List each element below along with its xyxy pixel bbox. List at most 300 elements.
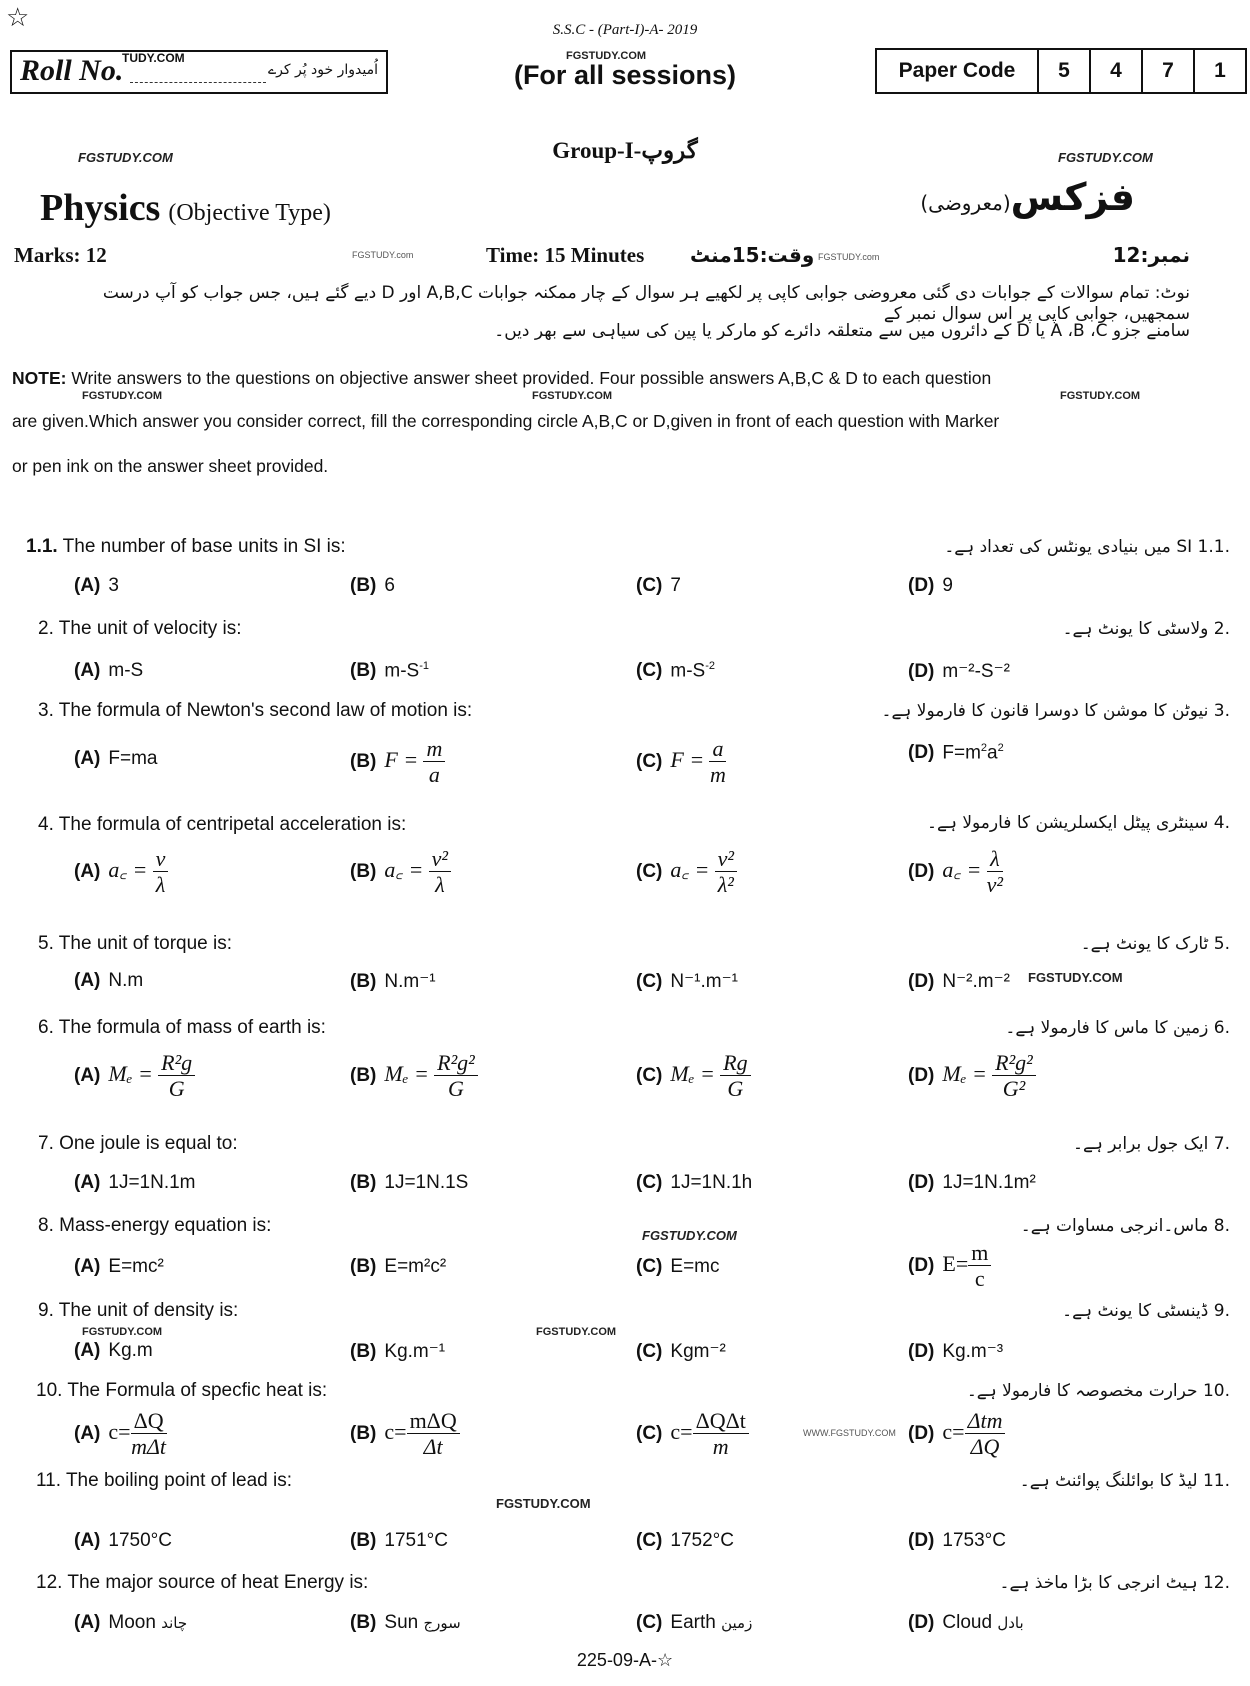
fraction bbox=[987, 846, 1003, 898]
question-text-urdu: ماس۔انرجی مساوات ہے۔ bbox=[1020, 1216, 1209, 1236]
option-a[interactable] bbox=[74, 660, 143, 682]
denominator: Δt bbox=[423, 1434, 443, 1460]
numerator: R²g bbox=[158, 1050, 195, 1076]
denominator: G bbox=[448, 1076, 464, 1102]
question-11 bbox=[36, 1470, 292, 1492]
option-b[interactable] bbox=[350, 1530, 448, 1552]
formula-lhs: a꜀ = bbox=[108, 856, 148, 882]
note-line-2: are given.Which answer you consider correct, fill the corresponding circle A,B,C or D,given in front of each question with Marker bbox=[12, 411, 1000, 431]
option-a[interactable] bbox=[74, 1050, 195, 1102]
option-value: m-S bbox=[670, 660, 706, 682]
note-text: Write answers to the questions on objective answer sheet provided. Four possible answers A,B,C & D to each question bbox=[71, 368, 992, 388]
roll-no-field[interactable] bbox=[130, 82, 266, 83]
option-d[interactable] bbox=[908, 660, 1010, 683]
question-number-urdu: .12 bbox=[1202, 1573, 1230, 1593]
paper-code-digit: 4 bbox=[1089, 50, 1141, 92]
option-label: (B) bbox=[350, 1256, 377, 1277]
numerator: m bbox=[968, 1240, 991, 1266]
watermark: FGSTUDY.COM bbox=[78, 150, 173, 165]
watermark: FGSTUDY.COM bbox=[566, 50, 647, 62]
formula-lhs: c= bbox=[670, 1418, 693, 1444]
fraction bbox=[158, 1050, 195, 1102]
paper-code-digit: 7 bbox=[1141, 50, 1193, 92]
option-value: m⁻²-S⁻² bbox=[942, 661, 1010, 682]
option-d[interactable] bbox=[908, 1050, 1036, 1102]
formula-lhs: a꜀ = bbox=[942, 856, 982, 882]
option-label: (C) bbox=[636, 1172, 663, 1193]
option-label: (B) bbox=[350, 1172, 377, 1193]
fraction bbox=[434, 1050, 478, 1102]
question-number: 1.1. bbox=[26, 536, 58, 557]
marks-en: Marks: 12 bbox=[14, 243, 107, 267]
fraction bbox=[709, 736, 726, 788]
formula-lhs: a꜀ = bbox=[384, 856, 424, 882]
option-b[interactable] bbox=[350, 1050, 478, 1102]
option-b[interactable] bbox=[350, 660, 429, 682]
option-value: N.m bbox=[108, 970, 144, 991]
denominator: c bbox=[974, 1266, 985, 1292]
question-number: 4. bbox=[38, 814, 54, 835]
option-label: (C) bbox=[636, 860, 663, 882]
question-10 bbox=[36, 1380, 327, 1402]
question-text: The boiling point of lead is: bbox=[65, 1470, 292, 1491]
subject-type-en: (Objective Type) bbox=[168, 200, 331, 226]
option-value: E=mc² bbox=[108, 1256, 164, 1277]
question-number: 2. bbox=[38, 618, 54, 639]
question-6 bbox=[38, 1017, 326, 1039]
question-7-urdu bbox=[1073, 1133, 1230, 1154]
watermark: FGSTUDY.COM bbox=[1060, 390, 1141, 402]
option-c[interactable] bbox=[636, 1050, 751, 1102]
question-text: Mass-energy equation is: bbox=[59, 1215, 272, 1236]
note-label: NOTE: bbox=[12, 368, 67, 388]
formula-lhs: Mₑ = bbox=[670, 1060, 715, 1086]
denominator: G bbox=[727, 1076, 744, 1102]
option-label: (D) bbox=[908, 575, 935, 596]
option-value: 9 bbox=[942, 575, 953, 596]
option-value: 1J=1N.1m² bbox=[942, 1172, 1036, 1193]
formula-lhs: c= bbox=[384, 1418, 407, 1444]
roll-number-box bbox=[10, 50, 388, 94]
option-c[interactable] bbox=[636, 736, 726, 788]
numerator: R²g² bbox=[992, 1050, 1036, 1076]
option-label: (A) bbox=[74, 860, 101, 882]
option-b[interactable] bbox=[350, 1256, 446, 1278]
option-value-urdu: زمین bbox=[721, 1614, 753, 1632]
option-label: (D) bbox=[908, 1254, 935, 1276]
option-value: Kg.m⁻¹ bbox=[384, 1341, 446, 1362]
option-value: N⁻¹.m⁻¹ bbox=[670, 971, 738, 992]
option-label: (A) bbox=[74, 1256, 101, 1277]
question-number: 10. bbox=[36, 1380, 63, 1401]
question-number-urdu: .8 bbox=[1213, 1216, 1230, 1236]
option-label: (A) bbox=[74, 1612, 101, 1633]
denominator: G² bbox=[1002, 1076, 1026, 1102]
option-value: 7 bbox=[670, 575, 681, 596]
question-4 bbox=[38, 814, 406, 836]
option-c[interactable] bbox=[636, 1340, 726, 1363]
watermark: FGSTUDY.COM bbox=[1058, 150, 1153, 165]
fraction bbox=[715, 846, 737, 898]
question-text: The unit of velocity is: bbox=[58, 618, 242, 639]
option-c[interactable] bbox=[636, 1172, 752, 1194]
option-d[interactable] bbox=[908, 1172, 1036, 1194]
watermark: FGSTUDY.COM bbox=[82, 390, 163, 402]
denominator: G bbox=[168, 1076, 185, 1102]
subject-type-ur: (معروضی) bbox=[920, 191, 1011, 215]
option-label: (C) bbox=[636, 1612, 663, 1633]
option-value: Sun bbox=[384, 1612, 419, 1633]
fraction bbox=[131, 1408, 167, 1460]
option-label: (B) bbox=[350, 1064, 377, 1086]
fraction bbox=[965, 1408, 1006, 1460]
denominator: m bbox=[712, 1434, 729, 1460]
question-number-urdu: .11 bbox=[1202, 1471, 1230, 1491]
option-value: N⁻².m⁻² bbox=[942, 971, 1010, 992]
option-b[interactable] bbox=[350, 736, 445, 788]
question-number: 3. bbox=[38, 700, 54, 721]
star-icon: ☆ bbox=[6, 2, 30, 32]
question-number-urdu: .9 bbox=[1213, 1301, 1230, 1321]
option-d[interactable] bbox=[908, 1612, 1024, 1634]
instructions-urdu-1: نوٹ: تمام سوالات کے جوابات دی گئی معروضی جوابی کاپی پر لکھیے ہر سوال کے چار ممکنہ جوابات A,B,C اور D دیے گئے ہیں، جس جواب کو آپ درست سمجھیں، جوابی کاپی پر اس سوال نمبر کے bbox=[102, 283, 1190, 324]
question-text-urdu: زمین کا ماس کا فارمولا ہے۔ bbox=[1005, 1018, 1209, 1038]
option-label: (D) bbox=[908, 742, 935, 764]
numerator: v² bbox=[429, 846, 451, 872]
paper-code-box bbox=[875, 48, 1247, 94]
option-label: (C) bbox=[636, 1530, 663, 1551]
question-2-urdu bbox=[1063, 618, 1230, 639]
numerator: λ bbox=[987, 846, 1003, 872]
group-label: Group-I-گروپ bbox=[552, 138, 698, 163]
subject-title-urdu bbox=[920, 175, 1135, 219]
option-a[interactable] bbox=[74, 1340, 153, 1362]
question-2 bbox=[38, 618, 242, 640]
option-label: (C) bbox=[636, 1256, 663, 1277]
option-label: (B) bbox=[350, 575, 377, 596]
option-label: (B) bbox=[350, 660, 377, 682]
question-5 bbox=[38, 933, 232, 955]
option-d[interactable] bbox=[908, 1530, 1006, 1552]
question-text: The Formula of specfic heat is: bbox=[67, 1380, 328, 1401]
option-d[interactable] bbox=[908, 1240, 991, 1292]
subject-ur: فزکس bbox=[1010, 175, 1135, 219]
option-label: (C) bbox=[636, 1422, 663, 1444]
option-value-urdu: سورج bbox=[423, 1614, 461, 1632]
option-c[interactable] bbox=[636, 1612, 752, 1634]
watermark: FGSTUDY.COM bbox=[496, 1496, 591, 1511]
watermark: FGSTUDY.com bbox=[818, 252, 880, 262]
denominator: λ² bbox=[717, 872, 734, 898]
numerator: ΔQΔt bbox=[693, 1408, 749, 1434]
option-value: Kgm⁻² bbox=[670, 1341, 726, 1362]
option-label: (D) bbox=[908, 971, 935, 992]
option-c[interactable] bbox=[636, 846, 737, 898]
watermark: FGSTUDY.COM bbox=[532, 390, 613, 402]
instructions-urdu-2: سامنے جزو A ،B ،C یا D کے دائروں میں سے متعلقہ دائرے کو مارکر یا پین کی سیاہی سے بھر دیں۔ bbox=[494, 321, 1190, 341]
option-label: (C) bbox=[636, 971, 663, 992]
formula-lhs: Mₑ = bbox=[384, 1060, 429, 1086]
marks-ur: نمبر:12 bbox=[1112, 243, 1190, 267]
time-ur: وقت:15منٹ bbox=[690, 243, 815, 267]
note-line-3: or pen ink on the answer sheet provided. bbox=[12, 456, 329, 476]
roll-no-urdu: اُمیدوار خود پُر کرے bbox=[267, 62, 378, 78]
option-a[interactable] bbox=[74, 748, 158, 770]
question-text: The formula of mass of earth is: bbox=[58, 1017, 326, 1038]
fraction bbox=[153, 846, 169, 898]
denominator: m bbox=[710, 762, 726, 788]
question-text: One joule is equal to: bbox=[59, 1133, 238, 1154]
question-text: The formula of centripetal acceleration is: bbox=[58, 814, 407, 835]
question-12-urdu bbox=[1000, 1572, 1230, 1593]
formula-lhs: F = bbox=[670, 746, 705, 772]
option-b[interactable] bbox=[350, 1408, 460, 1460]
question-number-urdu: .6 bbox=[1213, 1018, 1230, 1038]
numerator: a bbox=[709, 736, 726, 762]
question-9-urdu bbox=[1062, 1300, 1230, 1321]
option-label: (B) bbox=[350, 860, 377, 882]
question-1-urdu bbox=[944, 536, 1230, 557]
question-number: 7. bbox=[38, 1133, 54, 1154]
numerator: v² bbox=[715, 846, 737, 872]
option-value: a bbox=[987, 742, 998, 764]
option-value: Earth bbox=[670, 1612, 716, 1633]
watermark: FGSTUDY.COM bbox=[1028, 970, 1123, 985]
question-5-urdu bbox=[1081, 933, 1230, 954]
formula-lhs: c= bbox=[942, 1418, 965, 1444]
question-number: 6. bbox=[38, 1017, 54, 1038]
question-9 bbox=[38, 1300, 238, 1322]
option-value: Kg.m bbox=[108, 1340, 153, 1361]
watermark: FGSTUDY.COM bbox=[536, 1326, 617, 1338]
option-label: (A) bbox=[74, 970, 101, 991]
watermark: FGSTUDY.COM bbox=[82, 1326, 163, 1338]
roll-no-label: Roll No. bbox=[20, 54, 124, 87]
option-label: (D) bbox=[908, 1064, 935, 1086]
option-label: (B) bbox=[350, 1530, 377, 1551]
option-label: (B) bbox=[350, 1612, 377, 1633]
question-8 bbox=[38, 1215, 271, 1237]
option-d[interactable] bbox=[908, 742, 1004, 764]
question-11-urdu bbox=[1020, 1470, 1230, 1491]
numerator: R²g² bbox=[434, 1050, 478, 1076]
exam-title: S.S.C - (Part-I)-A- 2019 bbox=[552, 22, 698, 38]
option-label: (D) bbox=[908, 1422, 935, 1444]
fraction bbox=[407, 1408, 460, 1460]
option-a[interactable] bbox=[74, 846, 168, 898]
option-value: 3 bbox=[108, 575, 119, 596]
option-c[interactable] bbox=[636, 1530, 734, 1552]
fraction bbox=[992, 1050, 1036, 1102]
watermark: FGSTUDY.COM bbox=[642, 1228, 737, 1243]
question-text-urdu: ہیٹ انرجی کا بڑا ماخذ ہے۔ bbox=[999, 1573, 1198, 1593]
option-b[interactable] bbox=[350, 1340, 445, 1363]
option-label: (D) bbox=[908, 860, 935, 882]
option-c[interactable] bbox=[636, 1256, 720, 1278]
question-number: 8. bbox=[38, 1215, 54, 1236]
question-7 bbox=[38, 1133, 238, 1155]
denominator: λ bbox=[155, 872, 166, 898]
option-a[interactable] bbox=[74, 575, 119, 597]
option-value: 1J=1N.1S bbox=[384, 1172, 469, 1193]
formula-lhs: F = bbox=[384, 746, 419, 772]
question-4-urdu bbox=[927, 812, 1230, 833]
option-a[interactable] bbox=[74, 970, 143, 992]
fraction bbox=[429, 846, 451, 898]
numerator: ΔQ bbox=[131, 1408, 167, 1434]
option-value: F=ma bbox=[108, 748, 158, 769]
question-text-urdu: حرارت مخصوصہ کا فارمولا ہے۔ bbox=[966, 1381, 1198, 1401]
formula-lhs: a꜀ = bbox=[670, 856, 710, 882]
option-value: 1750°C bbox=[108, 1530, 172, 1551]
option-label: (A) bbox=[74, 1530, 101, 1551]
question-text: The formula of Newton's second law of motion is: bbox=[58, 700, 473, 721]
option-value: 6 bbox=[384, 575, 395, 596]
option-value: 1J=1N.1m bbox=[108, 1172, 196, 1193]
option-label: (D) bbox=[908, 1530, 935, 1551]
option-label: (C) bbox=[636, 575, 663, 596]
fraction bbox=[720, 1050, 750, 1102]
question-1 bbox=[26, 536, 346, 558]
question-number-urdu: .1.1 bbox=[1197, 537, 1230, 557]
option-a[interactable] bbox=[74, 1256, 164, 1278]
option-value: E=mc bbox=[670, 1256, 720, 1277]
numerator: v bbox=[153, 846, 169, 872]
option-value: F=m bbox=[942, 742, 981, 764]
option-label: (C) bbox=[636, 660, 663, 682]
option-c[interactable] bbox=[636, 575, 681, 597]
numerator: m bbox=[423, 736, 445, 762]
option-value-urdu: چاند bbox=[161, 1614, 188, 1632]
question-text: The number of base units in SI is: bbox=[62, 536, 346, 557]
option-d[interactable] bbox=[908, 970, 1010, 993]
footer-code: 225-09-A-☆ bbox=[576, 1650, 674, 1670]
option-label: (B) bbox=[350, 1341, 377, 1362]
question-text-urdu: ٹارک کا یونٹ ہے۔ bbox=[1080, 934, 1209, 954]
paper-code-digit: 1 bbox=[1193, 50, 1245, 92]
option-b[interactable] bbox=[350, 575, 395, 597]
option-a[interactable] bbox=[74, 1530, 172, 1552]
denominator: λ bbox=[435, 872, 445, 898]
option-value: Moon bbox=[108, 1612, 156, 1633]
option-label: (D) bbox=[908, 1341, 935, 1362]
question-number-urdu: .3 bbox=[1213, 701, 1230, 721]
option-value: Cloud bbox=[942, 1612, 993, 1633]
option-value: 1751°C bbox=[384, 1530, 448, 1551]
option-exponent: 2 bbox=[980, 742, 988, 754]
option-label: (A) bbox=[74, 575, 101, 596]
question-number-urdu: .4 bbox=[1213, 813, 1230, 833]
question-8-urdu bbox=[1021, 1215, 1230, 1236]
option-c[interactable] bbox=[636, 970, 738, 993]
option-label: (C) bbox=[636, 750, 663, 772]
denominator: v² bbox=[986, 872, 1004, 898]
option-exponent: 2 bbox=[997, 742, 1004, 754]
question-number-urdu: .5 bbox=[1213, 934, 1230, 954]
question-12 bbox=[36, 1572, 368, 1594]
option-value: 1753°C bbox=[942, 1530, 1006, 1551]
denominator: mΔt bbox=[131, 1434, 167, 1460]
fraction bbox=[968, 1240, 991, 1292]
paper-code-digit: 5 bbox=[1037, 50, 1089, 92]
option-d[interactable] bbox=[908, 846, 1003, 898]
question-text-urdu: سینٹری پیٹل ایکسلریشن کا فارمولا ہے۔ bbox=[927, 813, 1209, 833]
option-value: E=m²c² bbox=[384, 1256, 447, 1277]
note-line-1 bbox=[12, 368, 1242, 389]
option-c[interactable] bbox=[636, 660, 715, 682]
option-label: (A) bbox=[74, 1422, 101, 1444]
option-label: (B) bbox=[350, 750, 377, 772]
option-d[interactable] bbox=[908, 575, 953, 597]
option-a[interactable] bbox=[74, 1172, 196, 1194]
option-label: (D) bbox=[908, 661, 935, 682]
option-label: (D) bbox=[908, 1612, 935, 1633]
option-d[interactable] bbox=[908, 1340, 1003, 1363]
question-text: The unit of density is: bbox=[58, 1300, 239, 1321]
question-3 bbox=[38, 700, 472, 722]
option-exponent: -1 bbox=[419, 660, 429, 672]
question-number: 9. bbox=[38, 1300, 54, 1321]
watermark: FGSTUDY.com bbox=[352, 250, 414, 260]
option-b[interactable] bbox=[350, 970, 436, 993]
formula-lhs: Mₑ = bbox=[108, 1060, 153, 1086]
option-value: N.m⁻¹ bbox=[384, 971, 436, 992]
question-text-urdu: نیوٹن کا موشن کا دوسرا قانون کا فارمولا ہے۔ bbox=[881, 701, 1209, 721]
option-label: (A) bbox=[74, 748, 101, 769]
subject-en: Physics bbox=[40, 187, 161, 229]
option-c[interactable] bbox=[636, 1408, 749, 1460]
sessions-label: (For all sessions) bbox=[513, 60, 737, 90]
numerator: Δtm bbox=[965, 1408, 1006, 1434]
question-text-urdu: ایک جول برابر ہے۔ bbox=[1073, 1134, 1209, 1154]
watermark: WWW.FGSTUDY.COM bbox=[803, 1428, 896, 1438]
question-text: The major source of heat Energy is: bbox=[67, 1572, 369, 1593]
numerator: Rg bbox=[720, 1050, 750, 1076]
option-a[interactable] bbox=[74, 1612, 187, 1634]
question-text-urdu: لیڈ کا بوائلنگ پوائنٹ ہے۔ bbox=[1019, 1471, 1198, 1491]
option-b[interactable] bbox=[350, 1172, 468, 1194]
question-10-urdu bbox=[967, 1380, 1230, 1401]
formula-lhs: c= bbox=[108, 1418, 131, 1444]
fraction bbox=[693, 1408, 749, 1460]
option-a[interactable] bbox=[74, 1408, 167, 1460]
option-label: (A) bbox=[74, 660, 101, 681]
option-label: (B) bbox=[350, 1422, 377, 1444]
option-b[interactable] bbox=[350, 846, 451, 898]
option-label: (A) bbox=[74, 1064, 101, 1086]
question-number: 12. bbox=[36, 1572, 63, 1593]
paper-code-label: Paper Code bbox=[898, 59, 1016, 82]
option-value: 1J=1N.1h bbox=[670, 1172, 753, 1193]
question-text-urdu: ولاسٹی کا یونٹ ہے۔ bbox=[1062, 619, 1209, 639]
option-d[interactable] bbox=[908, 1408, 1005, 1460]
formula-lhs: E= bbox=[942, 1250, 969, 1276]
option-value: 1752°C bbox=[670, 1530, 734, 1551]
option-label: (D) bbox=[908, 1172, 935, 1193]
denominator: a bbox=[428, 762, 440, 788]
option-label: (C) bbox=[636, 1341, 663, 1362]
question-number-urdu: .10 bbox=[1202, 1381, 1230, 1401]
question-text-urdu: ڈینسٹی کا یونٹ ہے۔ bbox=[1062, 1301, 1209, 1321]
fraction bbox=[423, 736, 445, 788]
formula-lhs: Mₑ = bbox=[942, 1060, 987, 1086]
option-label: (A) bbox=[74, 1172, 101, 1193]
question-text-urdu: SI میں بنیادی یونٹس کی تعداد ہے۔ bbox=[944, 537, 1193, 557]
option-label: (A) bbox=[74, 1340, 101, 1361]
option-b[interactable] bbox=[350, 1612, 461, 1634]
option-value-urdu: بادل bbox=[997, 1614, 1024, 1632]
denominator: ΔQ bbox=[970, 1434, 1000, 1460]
